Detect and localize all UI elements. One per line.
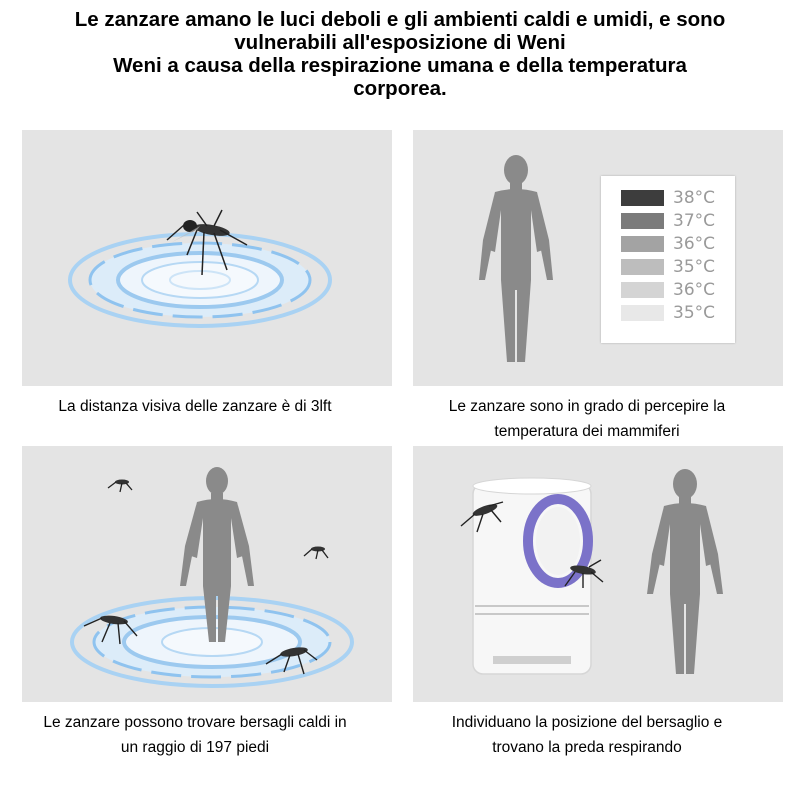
human-silhouette-icon <box>647 469 723 674</box>
caption-panel-4 <box>392 710 782 760</box>
caption-line: temperatura dei mammiferi <box>494 423 680 440</box>
headline <box>0 8 800 100</box>
legend-row <box>621 282 731 300</box>
caption-panel-2 <box>392 394 782 444</box>
legend-swatch <box>621 190 664 206</box>
caption-line: un raggio di 197 piedi <box>120 739 270 756</box>
caption-line: Individuano la posizione del bersaglio e <box>451 714 723 731</box>
legend-row <box>621 213 731 231</box>
legend-row <box>621 190 731 208</box>
panel-visual-distance <box>22 130 392 386</box>
legend-temp-label: 38°C <box>673 188 716 208</box>
lamp-and-human-illustration <box>413 446 783 702</box>
panel-warm-targets <box>22 446 392 702</box>
caption-line: Le zanzare sono in grado di percepire la <box>448 398 726 415</box>
caption-panel-3 <box>0 710 390 760</box>
legend-temp-label: 36°C <box>673 234 716 254</box>
caption-panel-1 <box>0 394 390 419</box>
legend-temp-label: 35°C <box>673 257 716 277</box>
legend-swatch <box>621 305 664 321</box>
temperature-legend <box>601 176 735 343</box>
headline-line-1: Le zanzare amano le luci deboli e gli ambienti caldi e umidi, e sono <box>74 8 726 31</box>
headline-line-2: vulnerabili all'esposizione di Weni <box>234 31 566 54</box>
panel-temperature-sensing <box>413 130 783 386</box>
human-on-rings-illustration <box>22 446 392 702</box>
mosquito-icon <box>304 547 328 560</box>
legend-row <box>621 236 731 254</box>
caption-line: La distanza visiva delle zanzare è di 3lft <box>58 398 332 415</box>
caption-line: Le zanzare possono trovare bersagli caldi in <box>43 714 347 731</box>
headline-line-3: Weni a causa della respirazione umana e della temperatura <box>113 54 687 77</box>
mosquito-icon <box>108 480 132 493</box>
legend-swatch <box>621 236 664 252</box>
blue-rings-illustration <box>22 130 392 386</box>
legend-swatch <box>621 259 664 275</box>
legend-row <box>621 259 731 277</box>
legend-swatch <box>621 282 664 298</box>
panel-breathing-detection <box>413 446 783 702</box>
legend-swatch <box>621 213 664 229</box>
caption-line: trovano la preda respirando <box>492 739 682 756</box>
headline-line-4: corporea. <box>353 77 447 100</box>
legend-temp-label: 36°C <box>673 280 716 300</box>
legend-row <box>621 305 731 323</box>
legend-temp-label: 35°C <box>673 303 716 323</box>
legend-temp-label: 37°C <box>673 211 716 231</box>
